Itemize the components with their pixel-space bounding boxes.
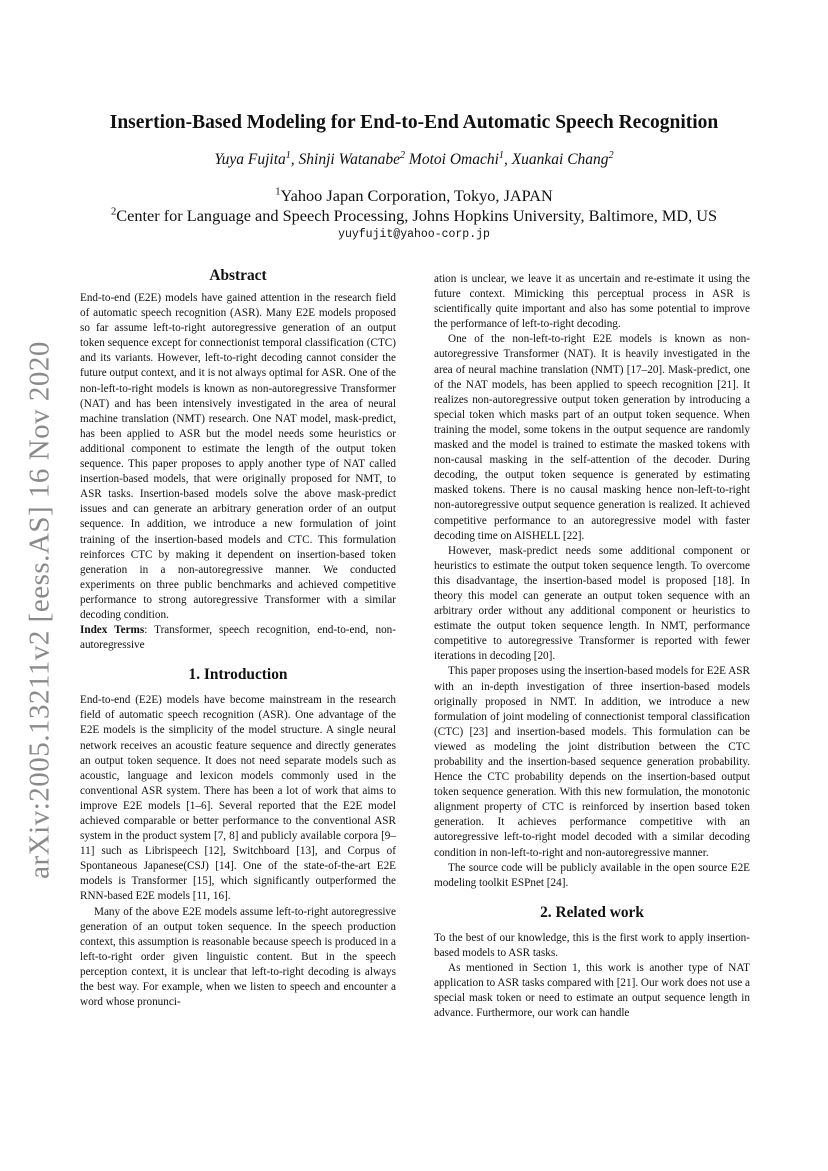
arxiv-stamp [20,341,60,879]
affiliation-text: Center for Language and Speech Processing, Johns Hopkins University, Baltimore, MD, US [116,206,718,225]
author-name: Shinji Watanabe [298,151,401,168]
author-affil-mark: 2 [608,149,614,161]
section-1-heading: 1. Introduction [188,666,288,684]
affiliation-mark: 2 [110,206,117,218]
author-name: Xuankai Chang [511,151,609,168]
section-2-heading: 2. Related work [540,903,644,921]
author-affil-mark: 1 [285,149,291,161]
affiliation-1 [0,186,828,206]
author-affil-mark: 1 [498,149,504,161]
author-name: Motoi Omachi [408,151,499,168]
author-list: Yuya Fujita$^1$, Shinji Watanabe$^2$ Motoi Omachi$^1$, Xuankai Chang$^2$ [214,149,614,168]
affiliation-mark: 1 [275,186,281,198]
paragraph: End-to-end (E2E) models have become mainstream in the research field of automatic speech recognition (ASR). One advantage of the E2E models is the simplicity of the model structure. A single neural network receives an acoustic feature sequence and directly generates an output token sequence. It does not need separate models such as acoustic, language and lexicon models commonly used in the conventional ASR system. There has been a lot of work that aims to improve E2E models [1–6]. Several reported that the E2E model achieved comparable or better performance to the conventional ASR system in the product system [7, 8] and publicly available corpora [9–11] such as Librispeech [12], Switchboard [13], and Corpus of Spontaneous Japanese(CSJ) [14]. One of the state-of-the-art E2E models is Transformer [15], which significantly outperformed the RNN-based E2E models [11, 16]. [80,694,396,903]
right-column [434,272,750,1021]
paragraph: As mentioned in Section 1, this work is another type of NAT application to ASR tasks compared with [21]. Our work does not use a special mask token or need to estimate an output sequence length in advance. Furthermore, our work can handle [434,962,750,1020]
paragraph: Many of the above E2E models assume left-to-right autoregressive generation of an output token sequence. In the speech production context, this assumption is reasonable because speech is produced in a left-to-right order given linguistic content. But in the speech perception context, it is unclear that left-to-right decoding is always the best way. For example, when we listen to speech and encounter a word whose pronunci- [80,905,396,1009]
affiliation-text: Yahoo Japan Corporation, Tokyo, JAPAN [280,186,553,205]
paragraph: This paper proposes using the insertion-based models for E2E ASR with an in-depth investigation of three insertion-based models originally proposed in NMT. In addition, we introduce a new formulation of joint modeling of connectionist temporal classification (CTC) [23] and insertion-based models. This formulation can be viewed as modeling the joint distribution between the CTC probability and the insertion-based sequence generation probability. Hence the CTC probability depends on the insertion-based output token sequence generation. With this new formulation, the monotonic alignment property of CTC is reinforced by insertion based token generation. It achieves performance competitive with an autoregressive left-to-right model decoded with a similar decoding condition in non-left-to-right and non-autoregressive manner. [434,665,750,859]
author-name: Yuya Fujita [214,151,286,168]
paragraph: One of the non-left-to-right E2E models is known as non-autoregressive Transformer (NAT). It is heavily investigated in the area of neural machine translation (NMT) [17–20]. Mask-predict, one of the NAT models, has been applied to speech recognition [21]. It realizes non-autoregressive output token generation by introducing a special token which masks part of an output token sequence. When training the model, some tokens in the output sequence are randomly masked and the model is trained to estimate the masked tokens with non-causal masking in the self-attention of the decoder. During decoding, the output token sequence is generated by estimating masked tokens. There is no causal masking hence non-left-to-right non-autoregressive output sequence generation is realized. It achieved competitive performance to an autoregressive model with faster decoding time on AISHELL [22]. [434,333,750,542]
author-affil-mark: 2 [400,149,406,161]
paragraph: To the best of our knowledge, this is the first work to apply insertion-based models to ASR tasks. [434,931,750,959]
paragraph: However, mask-predict needs some additional component or heuristics to estimate the output token sequence length. To overcome this disadvantage, the insertion-based model is proposed [18]. In theory this model can generate an output token sequence with an arbitrary order without any additional component or heuristics to estimate the output token sequence length. In NMT, performance competitive to autoregressive Transformer is reported with fewer iterations in decoding [20]. [434,544,750,663]
left-column [80,266,396,1010]
affiliation-2 [0,206,828,226]
paragraph: ation is unclear, we leave it as uncertain and re-estimate it using the future context. Mimicking this perceptual process in ASR is scientifically quite important and also has some potential to improve the performance of left-to-right decoding. [434,273,750,331]
paper-title: Insertion-Based Modeling for End-to-End Automatic Speech Recognition [109,112,719,133]
paragraph: The source code will be publicly available in the open source E2E modeling toolkit ESPnet [24]. [434,861,750,889]
index-terms [80,623,396,653]
author-email: yuyfujit@yahoo-corp.jp [338,228,490,241]
abstract-text: End-to-end (E2E) models have gained attention in the research field of automatic speech recognition (ASR). Many E2E models proposed so far assume left-to-right autoregressive generation of an output token sequence except for connectionist temporal classification (CTC) and its variants. However, left-to-right decoding cannot consider the future output context, and it is not always optimal for ASR. One of the non-left-to-right models is known as non-autoregressive Transformer (NAT) and has been intensively investigated in the area of neural machine translation (NMT) research. One NAT model, mask-predict, has been applied to ASR but the model needs some heuristics or additional component to estimate the length of the output token sequence. This paper proposes to apply another type of NAT called insertion-based models, that were originally proposed for NMT, to ASR tasks. Insertion-based models solve the above mask-predict issues and can generate an arbitrary generation order of an output sequence. In addition, we introduce a new formulation of joint training of the insertion-based models and CTC. This formulation reinforces CTC by making it dependent on insertion-based token generation in a non-autoregressive manner. We conducted experiments on three public benchmarks and achieved competitive performance to strong autoregressive Transformer with a similar decoding condition. [80,292,396,621]
arxiv-stamp-text: arXiv:2005.13211v2 [eess.AS] 16 Nov 2020 [23,341,56,879]
index-terms-text: : Transformer, speech recognition, end-to-end, non-autoregressive [80,624,397,652]
abstract-heading: Abstract [209,267,267,284]
index-terms-label: Index Terms [80,624,145,637]
